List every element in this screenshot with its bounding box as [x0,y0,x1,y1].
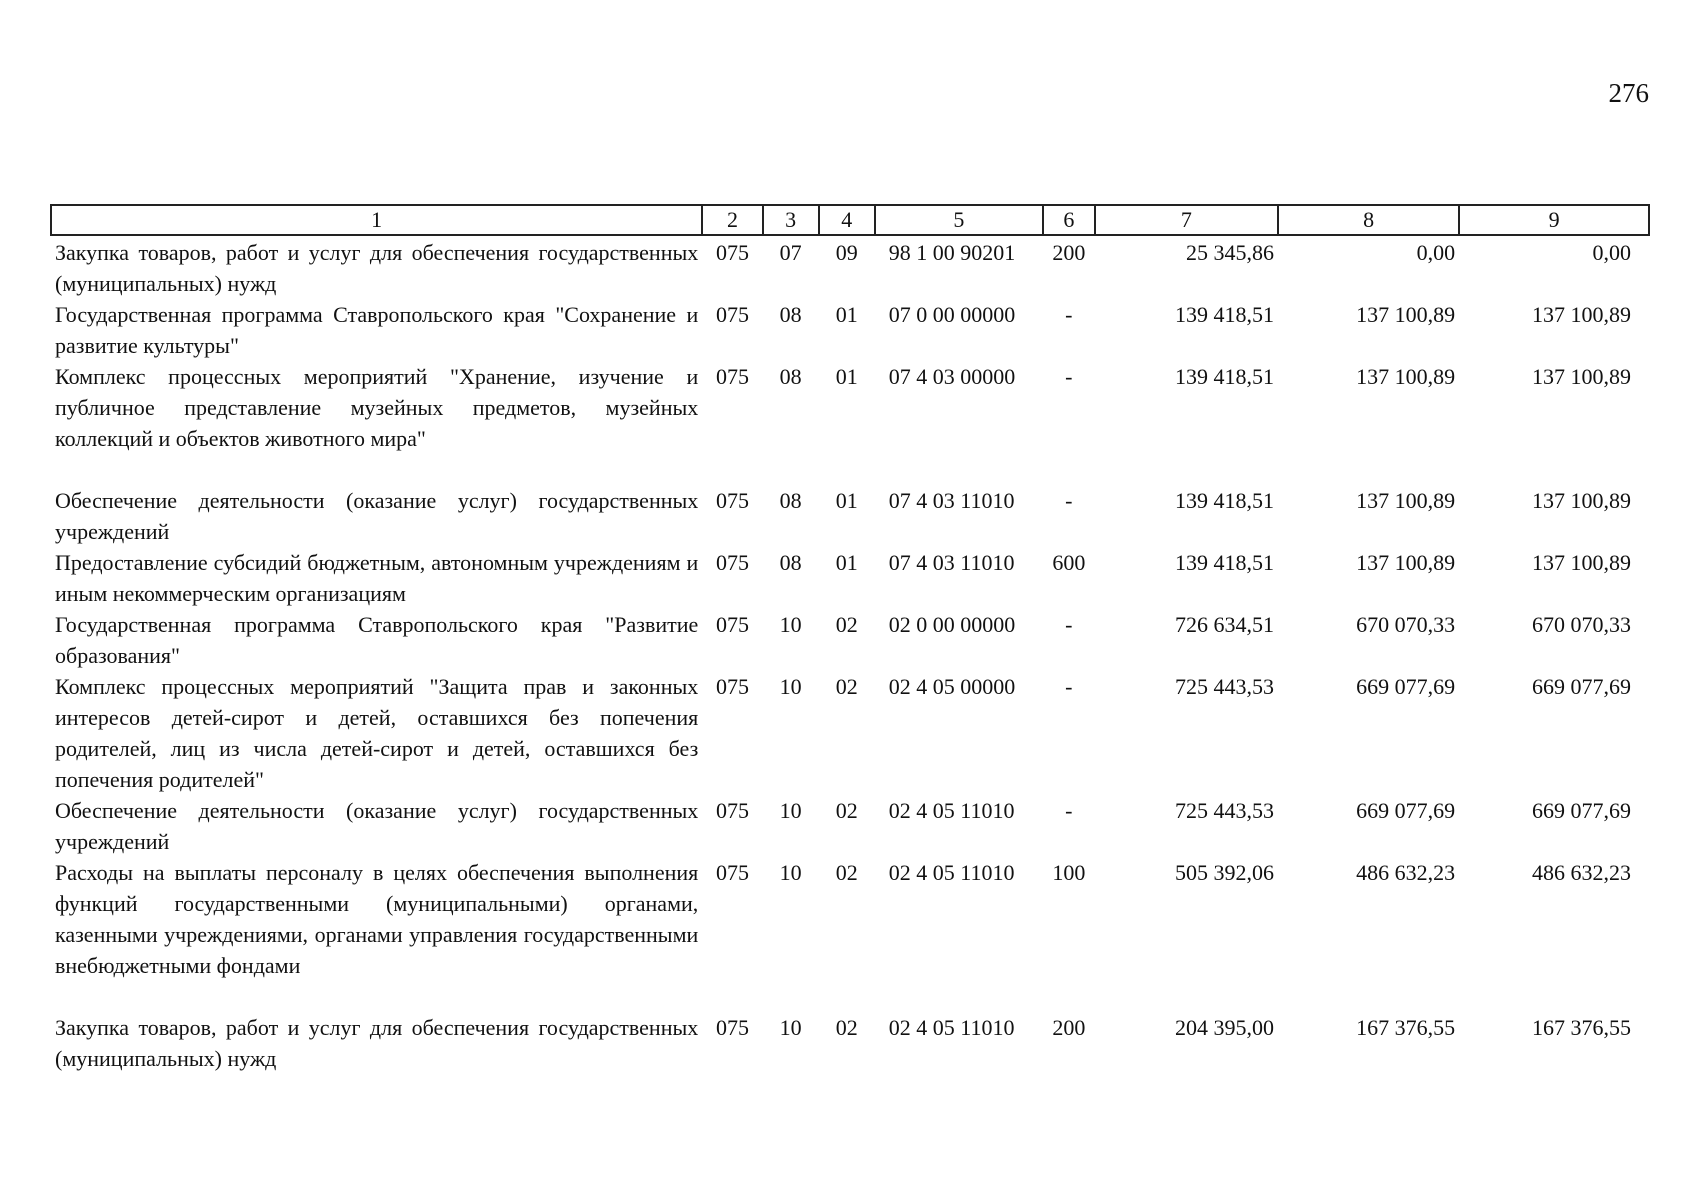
cell-ministry-code: 075 [715,302,749,327]
cell-subsection: 01 [835,364,858,389]
cell-ministry-code: 075 [715,612,749,637]
cell-amount-col8: 0,00 [1416,240,1456,265]
expense-name: Закупка товаров, работ и услуг для обеспечения государственных (муниципальных) нужд [55,1015,699,1071]
cell-amount-col9: 669 077,69 [1532,674,1631,699]
cell-section: 08 [779,302,802,327]
cell-section: 08 [779,364,802,389]
cell-subsection: 01 [835,550,858,575]
cell-amount-col9: 0,00 [1592,240,1631,265]
column-header: 9 [1459,205,1649,235]
cell-subsection: 02 [835,674,858,699]
expense-name: Обеспечение деятельности (оказание услуг) государственных учреждений [55,798,699,854]
cell-target-article: 02 4 05 00000 [888,674,1016,699]
cell-expense-type: 100 [1052,860,1086,885]
cell-target-article: 02 4 05 11010 [888,798,1015,823]
cell-section: 10 [779,798,802,823]
cell-amount-col7: 726 634,51 [1175,612,1275,637]
table-row [51,795,1649,857]
table-row [51,235,1649,299]
cell-subsection: 02 [835,798,858,823]
page-number: 276 [1608,78,1649,108]
table-row [51,299,1649,361]
cell-amount-col7: 725 443,53 [1175,674,1275,699]
cell-expense-type: - [1065,798,1073,823]
cell-amount-col8: 137 100,89 [1356,302,1456,327]
cell-expense-type: - [1065,488,1073,513]
cell-amount-col9: 167 376,55 [1532,1015,1631,1040]
cell-section: 10 [779,1015,802,1040]
blank-cell [51,454,1649,485]
table-row [51,547,1649,609]
cell-target-article: 02 4 05 11010 [888,1015,1015,1040]
blank-row [51,981,1649,1012]
cell-amount-col8: 669 077,69 [1356,674,1456,699]
table-row [51,857,1649,981]
cell-ministry-code: 075 [715,240,749,265]
cell-amount-col8: 137 100,89 [1356,488,1456,513]
expense-name: Государственная программа Ставропольского края "Развитие образования" [55,612,699,668]
cell-expense-type: - [1065,302,1073,327]
cell-amount-col7: 204 395,00 [1175,1015,1275,1040]
cell-expense-type: - [1065,674,1073,699]
cell-amount-col8: 669 077,69 [1356,798,1456,823]
cell-expense-type: - [1065,612,1073,637]
cell-amount-col7: 139 418,51 [1175,488,1275,513]
cell-ministry-code: 075 [715,550,749,575]
cell-target-article: 07 4 03 11010 [888,488,1015,513]
cell-ministry-code: 075 [715,674,749,699]
cell-expense-type: - [1065,364,1073,389]
cell-section: 07 [779,240,802,265]
expense-name: Предоставление субсидий бюджетным, автономным учреждениям и иным некоммерческим организациям [55,550,699,606]
column-header: 7 [1095,205,1278,235]
cell-ministry-code: 075 [715,1015,749,1040]
table-row [51,609,1649,671]
cell-target-article: 07 4 03 11010 [888,550,1015,575]
cell-section: 08 [779,550,802,575]
cell-expense-type: 200 [1052,1015,1086,1040]
table-header-row [51,205,1649,235]
column-header: 6 [1043,205,1095,235]
table-row [51,1012,1649,1074]
cell-amount-col8: 486 632,23 [1356,860,1456,885]
cell-section: 10 [779,612,802,637]
expense-name: Комплекс процессных мероприятий "Хранение, изучение и публичное представление музейных предметов, музейных коллекций и объектов животного мира" [55,364,699,451]
cell-amount-col8: 137 100,89 [1356,364,1456,389]
column-header: 2 [702,205,762,235]
cell-subsection: 01 [835,302,858,327]
cell-ministry-code: 075 [715,860,749,885]
blank-cell [51,981,1649,1012]
cell-section: 08 [779,488,802,513]
table-row [51,485,1649,547]
column-header: 4 [819,205,875,235]
cell-section: 10 [779,674,802,699]
cell-amount-col7: 505 392,06 [1175,860,1275,885]
column-header: 8 [1278,205,1459,235]
table-row [51,361,1649,454]
cell-amount-col8: 167 376,55 [1356,1015,1456,1040]
cell-subsection: 01 [835,488,858,513]
cell-ministry-code: 075 [715,488,749,513]
cell-amount-col9: 670 070,33 [1532,612,1631,637]
cell-subsection: 02 [835,860,858,885]
cell-amount-col9: 137 100,89 [1532,364,1631,389]
cell-amount-col7: 139 418,51 [1175,550,1275,575]
cell-amount-col9: 669 077,69 [1532,798,1631,823]
cell-target-article: 07 4 03 00000 [888,364,1016,389]
cell-amount-col8: 670 070,33 [1356,612,1456,637]
cell-amount-col9: 137 100,89 [1532,550,1631,575]
cell-section: 10 [779,860,802,885]
cell-amount-col9: 137 100,89 [1532,302,1631,327]
cell-subsection: 09 [835,240,858,265]
budget-table [50,204,1650,1074]
cell-amount-col7: 725 443,53 [1175,798,1275,823]
cell-amount-col7: 25 345,86 [1186,240,1275,265]
cell-target-article: 02 0 00 00000 [888,612,1016,637]
column-header: 1 [51,205,702,235]
table-row [51,671,1649,795]
cell-amount-col7: 139 418,51 [1175,302,1275,327]
cell-amount-col9: 486 632,23 [1532,860,1631,885]
expense-name: Закупка товаров, работ и услуг для обеспечения государственных (муниципальных) нужд [55,240,699,296]
cell-target-article: 98 1 00 90201 [888,240,1016,265]
blank-row [51,454,1649,485]
column-header: 3 [763,205,819,235]
expense-name: Обеспечение деятельности (оказание услуг) государственных учреждений [55,488,699,544]
cell-subsection: 02 [835,1015,858,1040]
cell-subsection: 02 [835,612,858,637]
expense-name: Комплекс процессных мероприятий "Защита прав и законных интересов детей-сирот и детей, оставшихся без попечения родителей, лиц из числа детей-сирот и детей, оставшихся без попечения родителей" [55,674,699,792]
cell-amount-col7: 139 418,51 [1175,364,1275,389]
expense-name: Расходы на выплаты персоналу в целях обеспечения выполнения функций государственными (муниципальными) органами, казенными учреждениями, органами управления государственными внебюджетными фондами [55,860,699,978]
cell-ministry-code: 075 [715,364,749,389]
column-header: 5 [875,205,1043,235]
cell-expense-type: 200 [1052,240,1086,265]
cell-ministry-code: 075 [715,798,749,823]
cell-target-article: 07 0 00 00000 [888,302,1016,327]
cell-target-article: 02 4 05 11010 [888,860,1015,885]
expense-name: Государственная программа Ставропольского края "Сохранение и развитие культуры" [55,302,699,358]
cell-expense-type: 600 [1052,550,1086,575]
cell-amount-col8: 137 100,89 [1356,550,1456,575]
cell-amount-col9: 137 100,89 [1532,488,1631,513]
